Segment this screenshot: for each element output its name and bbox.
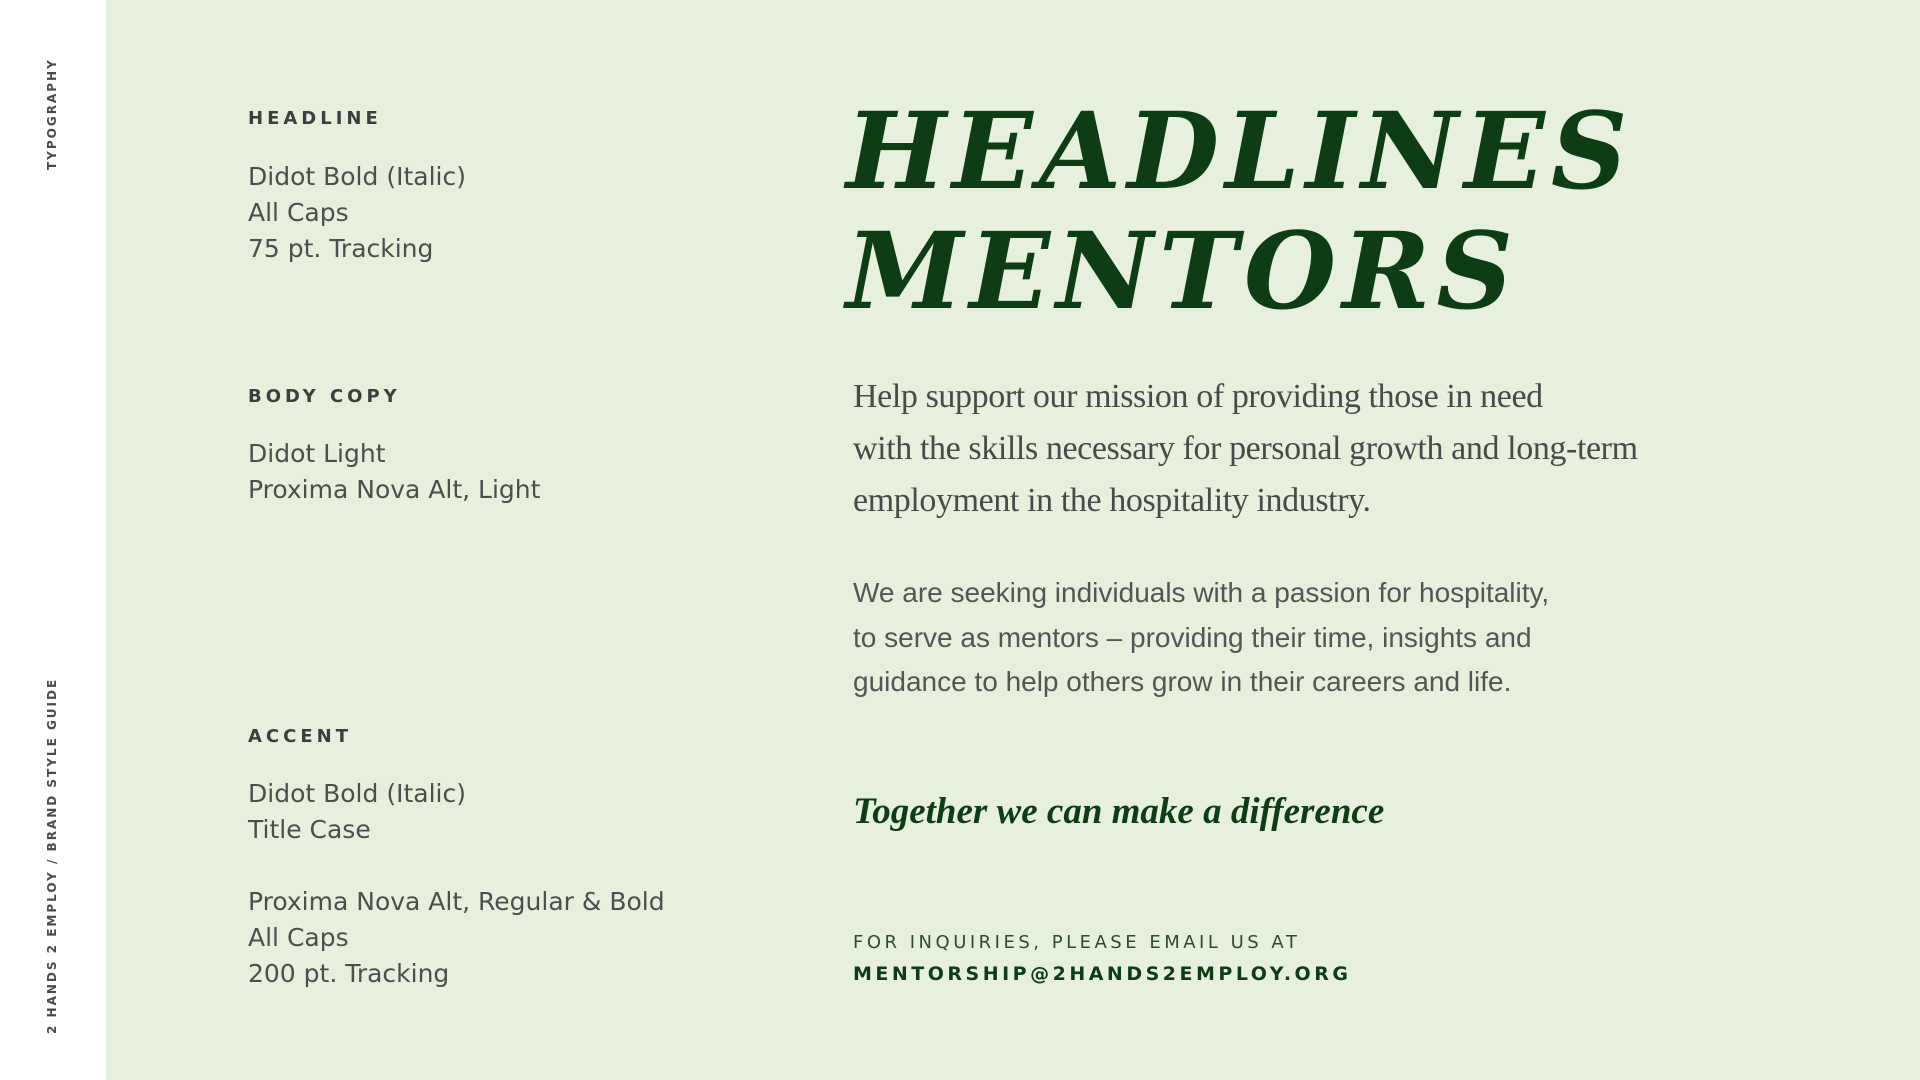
body-sans-line: We are seeking individuals with a passion for hospitality, <box>853 577 1550 608</box>
accent-tagline: Together we can make a difference <box>853 791 1385 832</box>
headline-spec-line: Didot Bold (Italic) <box>248 162 466 191</box>
accent-spec-heading: ACCENT <box>248 726 352 747</box>
body-copy-spec-line: Didot Light <box>248 439 386 468</box>
email-link[interactable]: MENTORSHIP@2HANDS2EMPLOY.ORG <box>853 963 1352 985</box>
section-label: TYPOGRAPHY <box>45 58 59 170</box>
body-serif-line: employment in the hospitality industry. <box>853 482 1371 519</box>
accent-spec-line: Title Case <box>248 815 371 844</box>
sidebar <box>0 0 106 1080</box>
headline-spec-heading: HEADLINE <box>248 108 382 129</box>
headline-spec-line: All Caps <box>248 198 349 227</box>
body-copy-spec-line: Proxima Nova Alt, Light <box>248 475 541 504</box>
headline-sample: HEADLINES <box>846 88 1634 213</box>
headline-sample: MENTORS <box>846 208 1519 333</box>
body-copy-spec-heading: BODY COPY <box>248 386 401 407</box>
inquiry-text: FOR INQUIRIES, PLEASE EMAIL US AT <box>853 932 1301 953</box>
body-serif-line: Help support our mission of providing those in need <box>853 378 1543 415</box>
body-sans-line: to serve as mentors – providing their time, insights and <box>853 622 1532 653</box>
guide-label: 2 HANDS 2 EMPLOY / BRAND STYLE GUIDE <box>45 677 59 1034</box>
accent-spec-line: All Caps <box>248 923 349 952</box>
accent-spec-line: Didot Bold (Italic) <box>248 779 466 808</box>
accent-spec-line: 200 pt. Tracking <box>248 959 450 988</box>
accent-spec-line: Proxima Nova Alt, Regular & Bold <box>248 887 665 916</box>
body-sans-line: guidance to help others grow in their careers and life. <box>853 666 1512 697</box>
body-serif-line: with the skills necessary for personal growth and long-term <box>853 430 1638 467</box>
headline-spec-line: 75 pt. Tracking <box>248 234 434 263</box>
